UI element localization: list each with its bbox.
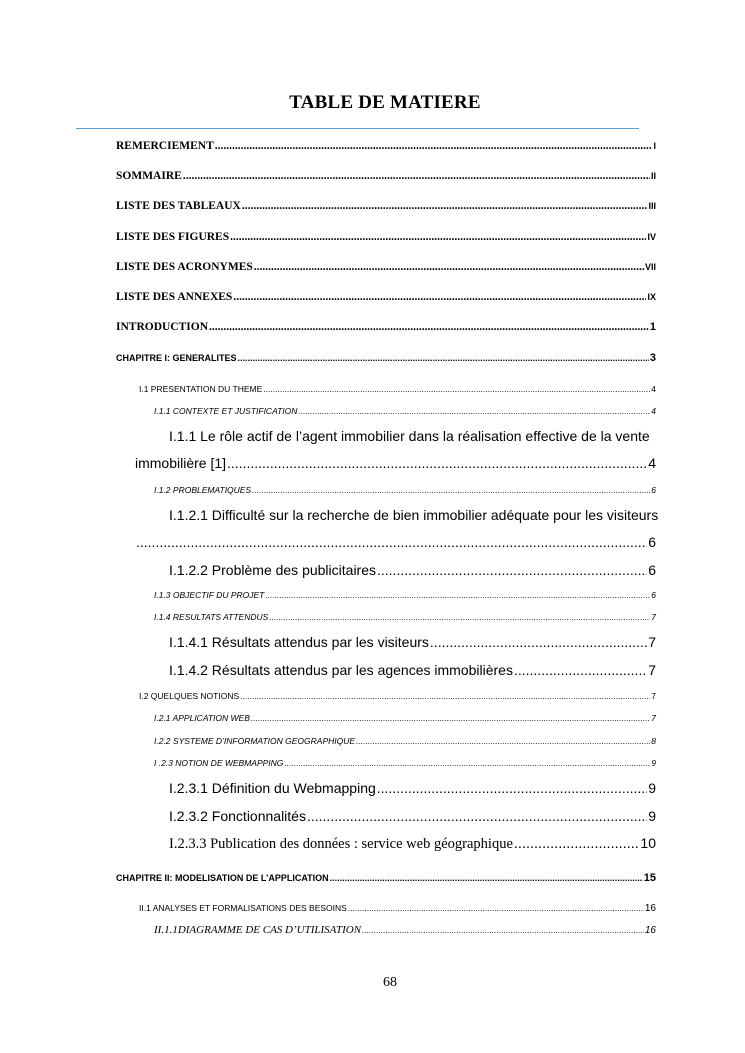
toc-entry-continuation: immobilière [1] [135,455,227,471]
toc-leader [242,200,648,212]
toc-entry[interactable] [169,634,656,650]
toc-leader [514,662,647,678]
toc-entry[interactable] [116,352,656,364]
toc-entry-page: 6 [648,534,656,550]
toc-entry-label: I.1.2 PROBLEMATIQUES [154,485,252,495]
toc-entry-page: 7 [651,713,656,723]
toc-entry[interactable] [154,406,656,416]
toc-leader [377,562,647,578]
toc-entry-page: IX [647,292,656,302]
toc-leader [269,612,650,622]
toc-entry-page: 7 [651,612,656,622]
toc-entry[interactable] [154,713,656,723]
toc-leader [307,808,647,824]
toc-leader [183,170,650,182]
title-underline [76,128,639,129]
toc-entry-label: LISTE DES FIGURES [116,231,230,243]
toc-entry-page: IV [647,232,656,242]
toc-leader [252,485,650,495]
toc-entry-label: I.1.2.2 Problème des publicitaires [169,562,376,578]
toc-leader [362,925,644,935]
toc-leader [330,873,643,883]
toc-entry-label: I.1.4 RESULTATS ATTENDUS [154,612,269,622]
toc-entry[interactable] [169,780,656,796]
toc-entry[interactable] [116,170,656,182]
toc-leader [233,291,646,303]
toc-entry[interactable] [154,485,656,495]
toc-leader [230,231,646,243]
toc-entry-page: I [653,141,656,151]
toc-leader [263,384,650,394]
toc-entry[interactable] [169,835,656,853]
toc-leader [227,455,647,471]
toc-entry-label: SOMMAIRE [116,170,182,182]
toc-entry-label: LISTE DES ACRONYMES [116,261,253,273]
toc-entry-label: I.2 QUELQUES NOTIONS [139,691,240,701]
toc-entry-page: 7 [648,662,656,678]
toc-entry-label: I.1.4.1 Résultats attendus par les visiteurs [169,634,429,650]
toc-entry-label: I.2.3.2 Fonctionnalités [169,808,306,824]
toc-entry-label: I.2.3.3 Publication des données : service web géographique [169,836,513,852]
toc-leader [430,634,647,650]
toc-entry-label[interactable]: I.1.1 Le rôle actif de l’agent immobilier dans la réalisation effective de la vente [169,428,650,444]
toc-entry-page: 16 [644,925,656,936]
toc-entry-page: III [648,201,656,211]
toc-entry[interactable] [154,924,656,936]
toc-entry-page: 9 [648,808,656,824]
toc-leader [284,758,650,768]
toc-leader [136,534,647,550]
toc-leader [514,836,640,852]
toc-entry[interactable] [116,321,656,333]
toc-entry-page: 8 [651,736,656,746]
toc-entry-page: 9 [648,780,656,796]
toc-entry-label: I.1.3 OBJECTIF DU PROJET [154,590,265,600]
toc-entry[interactable] [139,384,656,394]
toc-leader [215,140,653,152]
toc-entry-page: 3 [649,352,656,364]
toc-entry[interactable] [154,736,656,746]
toc-entry[interactable] [116,261,656,273]
toc-leader [298,406,650,416]
toc-leader [238,353,649,363]
toc-leader [254,261,644,273]
toc-entry[interactable] [135,534,656,550]
toc-entry-page: VII [644,262,656,272]
toc-entry[interactable] [154,590,656,600]
page-number: 68 [383,975,397,990]
toc-entry-label: LISTE DES TABLEAUX [116,200,241,212]
toc-entry[interactable] [139,691,656,701]
toc-entry-label: I.2.3.1 Définition du Webmapping [169,780,376,796]
toc-entry-page: 16 [644,903,656,914]
toc-entry-page: 6 [651,590,656,600]
toc-entry-label: I .2.3 NOTION DE WEBMAPPING [154,758,284,768]
toc-leader [240,691,650,701]
toc-entry-page: 4 [648,455,656,471]
toc-entry-page: 9 [651,758,656,768]
toc-entry-page: II [650,171,656,181]
toc-entry-page: 7 [648,634,656,650]
toc-leader [348,903,644,913]
toc-entry[interactable] [135,455,656,471]
toc-entry-label: LISTE DES ANNEXES [116,291,233,303]
toc-entry-label: I.1.1 CONTEXTE ET JUSTIFICATION [154,406,298,416]
toc-entry-label: II.1 ANALYSES ET FORMALISATIONS DES BESOINS [139,903,347,913]
toc-entry-label: II.1.1DIAGRAMME DE CAS D’UTILISATION [154,924,362,936]
page-title: TABLE DE MATIERE [289,92,481,113]
toc-leader [209,321,649,333]
toc-entry-label: I.1.4.2 Résultats attendus par les agences immobilières [169,662,513,678]
toc-entry-page: 6 [648,562,656,578]
toc-entry[interactable] [169,662,656,678]
toc-entry[interactable] [116,200,656,212]
toc-entry[interactable] [116,140,656,152]
toc-entry-label: CHAPITRE II: MODELISATION DE L’APPLICATION [116,873,329,883]
toc-entry[interactable] [154,612,656,622]
toc-entry[interactable] [154,758,656,768]
toc-entry-label: I.2.2 SYSTEME D’INFORMATION GEOGRAPHIQUE [154,736,356,746]
toc-entry[interactable] [116,291,656,303]
toc-leader [265,590,650,600]
toc-entry-label[interactable]: I.1.2.1 Difficulté sur la recherche de bien immobilier adéquate pour les visiteurs [169,507,659,523]
toc-leader [251,713,650,723]
toc-entry-label: REMERCIEMENT [116,140,214,152]
toc-entry-page: 15 [643,872,656,884]
toc-entry-label: I.2.1 APPLICATION WEB [154,713,250,723]
toc-entry[interactable] [116,872,656,884]
toc-entry-page: 4 [651,406,656,416]
toc-entry-page: 7 [651,691,656,701]
toc-leader [356,736,650,746]
toc-entry-label: I.1 PRESENTATION DU THEME [139,384,263,394]
toc-entry[interactable] [116,231,656,243]
toc-entry-label: INTRODUCTION [116,321,209,333]
toc-entry[interactable] [169,808,656,824]
toc-entry[interactable] [169,562,656,578]
toc-entry-page: 6 [651,485,656,495]
toc-entry-page: 10 [640,835,656,851]
toc-entry[interactable] [139,903,656,914]
toc-entry-label: CHAPITRE I: GENERALITES [116,353,237,363]
toc-entry-page: 4 [651,384,656,394]
toc-entry-page: 1 [649,321,656,333]
toc-leader [377,780,647,796]
